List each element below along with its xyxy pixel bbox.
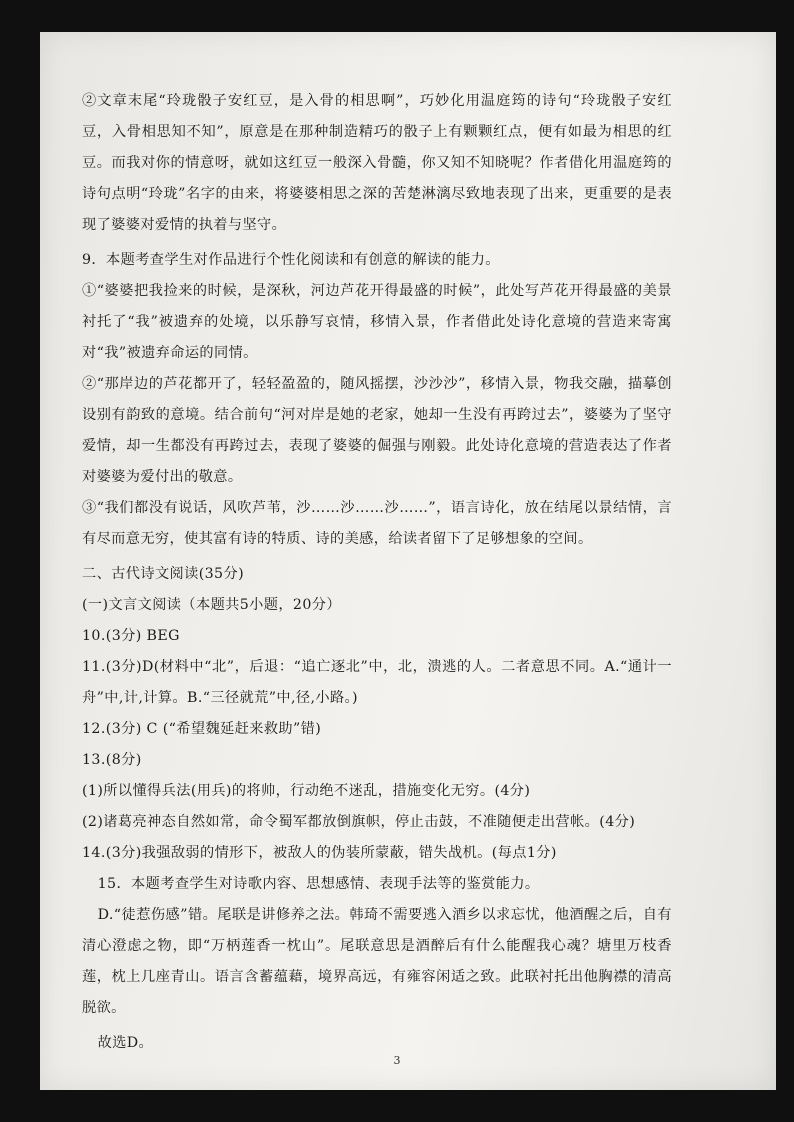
answer-10: 10.(3分) BEG [82, 628, 180, 644]
question-9-heading: 9．本题考查学生对作品进行个性化阅读和有创意的解读的能力。 [82, 252, 500, 268]
answer-11: 11.(3分)D(材料中“北”，后退：“追亡逐北”中，北，溃逃的人。二者意思不同。A.“通计一舟”中,计,计算。B.“三径就荒”中,径,小路。) [82, 659, 672, 706]
paragraph-reed-point-2: ②“那岸边的芦花都开了，轻轻盈盈的，随风摇摆，沙沙沙”，移情入景，物我交融，描摹创设别有韵致的意境。结合前句“河对岸是她的老家，她却一生没有再跨过去”，婆婆为了坚守爱情，却一生都没有再跨过去，表现了婆婆的倔强与刚毅。此处诗化意境的营造表达了作者对婆婆为爱付出的敬意。 [82, 376, 672, 485]
answer-13-part-1: (1)所以懂得兵法(用兵)的将帅，行动绝不迷乱，措施变化无穷。(4分) [82, 783, 531, 799]
answer-text-body [82, 86, 672, 1059]
paragraph-red-bean: ②文章末尾“玲珑骰子安红豆，是入骨的相思啊”，巧妙化用温庭筠的诗句“玲珑骰子安红豆，入骨相思知不知”，原意是在那种制造精巧的骰子上有颗颗红点，便有如最为相思的红豆。而我对你的情意呀，就如这红豆一般深入骨髓，你又知不知晓呢？作者借化用温庭筠的诗句点明“玲珑”名字的由来，将婆婆相思之深的苦楚淋漓尽致地表现了出来，更重要的是表现了婆婆对爱情的执着与坚守。 [82, 93, 672, 233]
section-2-heading: 二、古代诗文阅读(35分) [82, 566, 245, 582]
paragraph-reed-point-3: ③“我们都没有说话，风吹芦苇，沙……沙……沙……”，语言诗化，放在结尾以景结情，言有尽而意无穷，使其富有诗的特质、诗的美感，给读者留下了足够想象的空间。 [82, 500, 672, 547]
paragraph-reed-point-1: ①“婆婆把我捡来的时候，是深秋，河边芦花开得最盛的时候”，此处写芦花开得最盛的美景衬托了“我”被遗弃的处境，以乐静写哀情，移情入景，作者借此处诗化意境的营造来寄寓对“我”被遗弃命运的同情。 [82, 283, 672, 361]
answer-15-heading: 15．本题考查学生对诗歌内容、思想感情、表现手法等的鉴赏能力。 [97, 876, 540, 892]
answer-13-part-2: (2)诸葛亮神态自然如常，命令蜀军都放倒旗帜，停止击鼓，不准随便走出营帐。(4分) [82, 814, 636, 830]
answer-15-choice: 故选D。 [97, 1035, 154, 1051]
subsection-classical-heading: (一)文言文阅读（本题共5小题，20分） [82, 597, 341, 613]
answer-13-heading: 13.(8分) [82, 752, 142, 768]
answer-12: 12.(3分) C (“希望魏延赶来救助”错) [82, 721, 322, 737]
answer-15-explanation: D.“徒惹伤感”错。尾联是讲修养之法。韩琦不需要逃入酒乡以求忘忧，他酒醒之后，自有清心澄虑之物，即“万柄莲香一枕山”。尾联意思是酒醉后有什么能醒我心魂？塘里万枝香莲，枕上几座青山。语言含蓄蕴藉，境界高远，有雍容闲适之致。此联衬托出他胸襟的清高脱欲。 [82, 907, 672, 1016]
answer-14: 14.(3分)我强敌弱的情形下，被敌人的伪装所蒙蔽，错失战机。(每点1分) [82, 845, 557, 861]
page-number: 3 [393, 1054, 401, 1067]
